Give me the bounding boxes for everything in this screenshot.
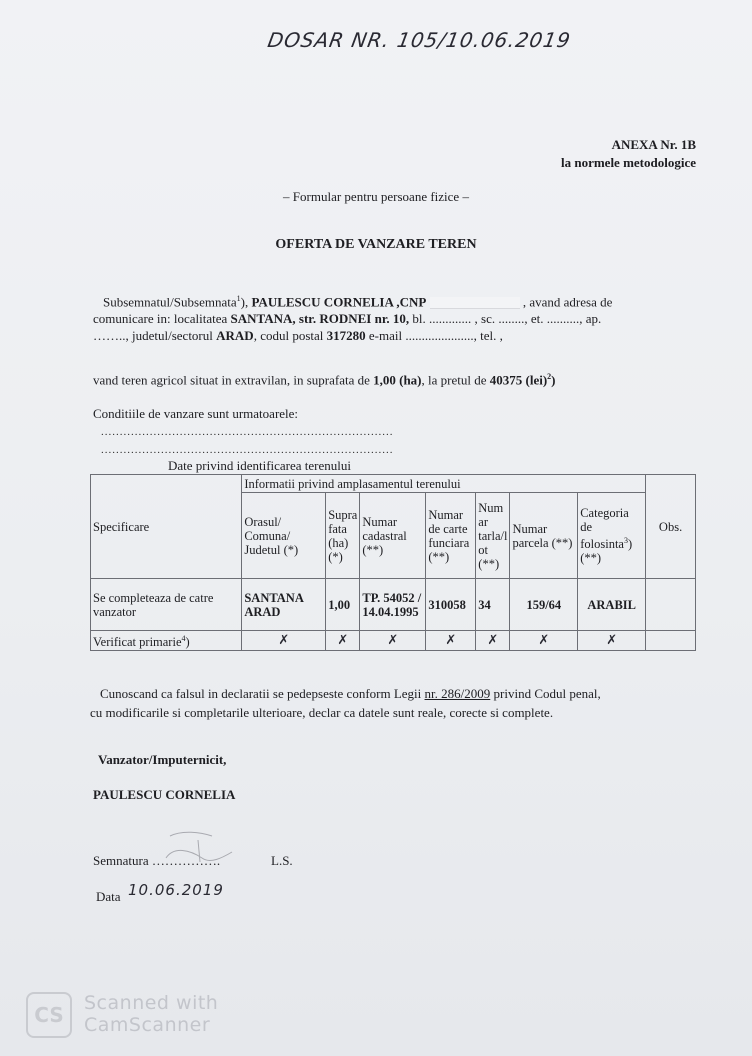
header-oras: Orasul/ Comuna/ Judetul (*) [242,493,326,579]
header-location-group: Informatii privind amplasamentul terenului [242,475,646,493]
cell-obs-primarie [646,631,696,651]
table-row [91,579,696,631]
contact-blanks: e-mail ....................., tel. , [368,328,503,344]
header-cadastral: Numar cadastral (**) [360,493,426,579]
offer-line [93,372,556,388]
header-specificare: Specificare [91,475,242,579]
categoria-suffix: ) (**) [580,537,633,566]
footnote-2: 2 [547,372,552,381]
annex-heading [561,136,696,172]
declaration-paragraph [90,684,710,722]
cell-tarla: 34 [476,579,510,631]
camscanner-watermark [84,992,218,1036]
footnote-1: 1 [236,294,241,303]
watermark-line-2: CamScanner [84,1014,211,1036]
offer-text: vand teren agricol situat in extravilan, in suprafata de [93,372,370,388]
signatory-role: Vanzator/Imputernicit, [98,752,227,767]
signatory-name: PAULESCU CORNELIA [93,787,236,802]
header-suprafata: Supra fata (ha) (*) [326,493,360,579]
paren: ) [551,372,556,388]
header-tarla: Num ar tarla/l ot (**) [476,493,510,579]
postal-label: , codul postal [253,328,324,344]
annex-number: ANEXA Nr. 1B [611,137,696,152]
cell-oras: SANTANA ARAD [242,579,326,631]
check-mark: ✗ [426,631,476,651]
footnote-4: 4 [181,634,186,643]
check-mark: ✗ [360,631,426,651]
signature-line [93,853,220,869]
watermark-line-1: Scanned with [84,992,219,1014]
declaration-text: Cunoscand ca falsul in declaratii se pedepseste conform Legii [100,686,422,701]
declarant-paragraph [93,290,693,344]
conditions-blank-1: .............................................................................. [101,426,394,438]
check-mark: ✗ [476,631,510,651]
camscanner-logo: CS [26,992,72,1038]
row-label-vanzator: Se completeaza de catre vanzator [91,579,242,631]
address-blanks: bl. ............. , sc. ........, et. .........., ap. [412,311,602,327]
primarie-suffix: ) [185,635,190,650]
paren: ), [240,294,252,310]
conditions-label: Conditiile de vanzare sunt urmatoarele: [93,406,299,421]
check-mark: ✗ [326,631,360,651]
header-parcela: Numar parcela (**) [510,493,578,579]
signature-blank: ……………. [151,853,221,868]
declarant-prefix: Subsemnatul/Subsemnata [103,294,237,310]
county-value: ARAD [216,328,254,344]
primarie-label: Verificat primarie [93,635,182,650]
table-row [91,631,696,651]
cell-carte: 310058 [426,579,476,631]
check-mark: ✗ [578,631,646,651]
check-mark: ✗ [510,631,578,651]
check-mark: ✗ [242,631,326,651]
seal-label: L.S. [271,853,293,868]
postal-code: 317280 [326,328,366,344]
header-categoria [578,493,646,579]
row-label-primarie [91,631,242,651]
cell-categoria: ARABIL [578,579,646,631]
annex-subtitle: la normele metodologice [560,155,696,170]
cell-parcela: 159/64 [510,579,578,631]
declarant-address: SANTANA, str. RODNEI nr. 10, [230,311,410,327]
handwritten-file-number: DOSAR NR. 105/10.06.2019 [265,28,573,52]
footnote-3: 3 [623,535,628,545]
land-info-table [90,474,696,651]
county-label: …….., judetul/sectorul [93,328,213,344]
header-obs: Obs. [646,475,696,579]
offer-area: 1,00 (ha) [373,372,422,388]
signature-label: Semnatura [93,853,149,868]
law-reference: nr. 286/2009 [424,686,491,701]
conditions-blank-2: .............................................................................. [101,444,394,456]
header-carte: Numar de carte funciara (**) [426,493,476,579]
form-type: – Formular pentru persoane fizice – [283,189,469,204]
declaration-text-2: cu modificarile si completarile ulterioare, declar ca datele sunt reale, corecte si complete. [90,705,554,720]
declarant-name: PAULESCU CORNELIA ,CNP [251,294,427,310]
redacted-cnp [430,297,520,309]
price-label: , la pretul de [421,372,487,388]
offer-price: 40375 [489,372,523,388]
handwritten-date: 10.06.2019 [128,881,224,899]
declaration-text-end: privind Codul penal, [493,686,601,701]
cell-cadastral: TP. 54052 / 14.04.1995 [360,579,426,631]
currency: (lei) [525,372,548,388]
cell-suprafata: 1,00 [326,579,360,631]
date-label: Data [96,889,121,904]
categoria-label: Categoria de folosinta [580,505,629,552]
document-title: OFERTA DE VANZARE TEREN [275,237,477,252]
address-intro: , avand adresa de [522,294,613,310]
table-caption: Date privind identificarea terenului [168,458,352,473]
cell-obs [646,579,696,631]
address-label: comunicare in: localitatea [93,311,228,327]
